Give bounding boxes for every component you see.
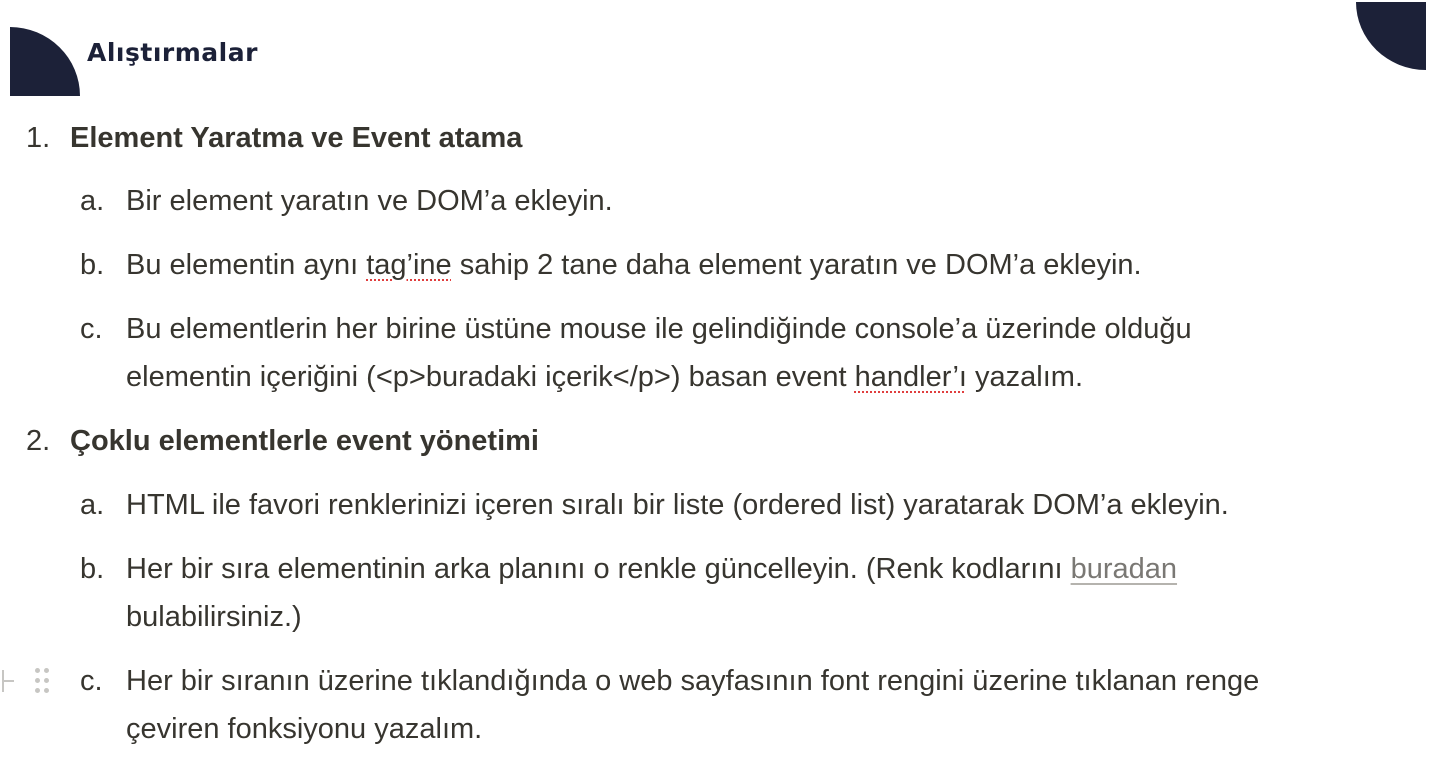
- exercise-number: 1.: [26, 122, 51, 154]
- item-text-pre: Bu elementin aynı: [126, 249, 367, 281]
- item-letter: c.: [80, 313, 103, 345]
- item-text-line-2: [126, 353, 1083, 401]
- item-text-post: sahip 2 tane daha element yaratın ve DOM’a ekleyin.: [451, 249, 1142, 281]
- item-text-pre: elementin içeriğini (<p>buradaki içerik</p>) basan event: [126, 361, 855, 393]
- item-text-line-1: [126, 545, 1177, 593]
- banner-right-decoration: [1356, 2, 1426, 70]
- item-letter: b.: [80, 249, 105, 281]
- item-text-post: yazalım.: [966, 361, 1083, 393]
- item-letter: b.: [80, 553, 105, 585]
- item-letter: c.: [80, 665, 103, 697]
- exercise-title: Element Yaratma ve Event atama: [70, 122, 523, 154]
- item-text-line-1: Bu elementlerin her birine üstüne mouse ile gelindiğinde console’a üzerinde olduğu: [126, 313, 1192, 345]
- item-text-pre: Her bir sıra elementinin arka planını o renkle güncelleyin. (Renk kodlarını: [126, 553, 1071, 585]
- buradan-link[interactable]: buradan: [1070, 553, 1178, 585]
- header-banner: [10, 0, 1426, 96]
- drag-handle-icon[interactable]: [35, 667, 53, 697]
- exercise-number: 2.: [26, 425, 51, 457]
- item-letter: a.: [80, 185, 105, 217]
- item-text-line-1: Her bir sıranın üzerine tıklandığında o web sayfasının font rengini üzerine tıklanan renge: [126, 665, 1260, 697]
- misspelled-word[interactable]: handler’ı: [854, 361, 967, 393]
- item-text: Bir element yaratın ve DOM’a ekleyin.: [126, 185, 613, 217]
- banner-left-decoration: [10, 27, 80, 96]
- plus-icon[interactable]: [0, 670, 14, 692]
- item-text-line-2: bulabilirsiniz.): [126, 601, 302, 633]
- misspelled-word[interactable]: tag’ine: [366, 249, 452, 281]
- page-title: Alıştırmalar: [87, 38, 258, 67]
- exercise-title: Çoklu elementlerle event yönetimi: [70, 425, 539, 457]
- item-letter: a.: [80, 489, 105, 521]
- item-text: [126, 241, 1142, 289]
- block-handle: [0, 666, 60, 696]
- item-text-line-2: çeviren fonksiyonu yazalım.: [126, 713, 483, 745]
- item-text: HTML ile favori renklerinizi içeren sıralı bir liste (ordered list) yaratarak DOM’a ekleyin.: [126, 489, 1229, 521]
